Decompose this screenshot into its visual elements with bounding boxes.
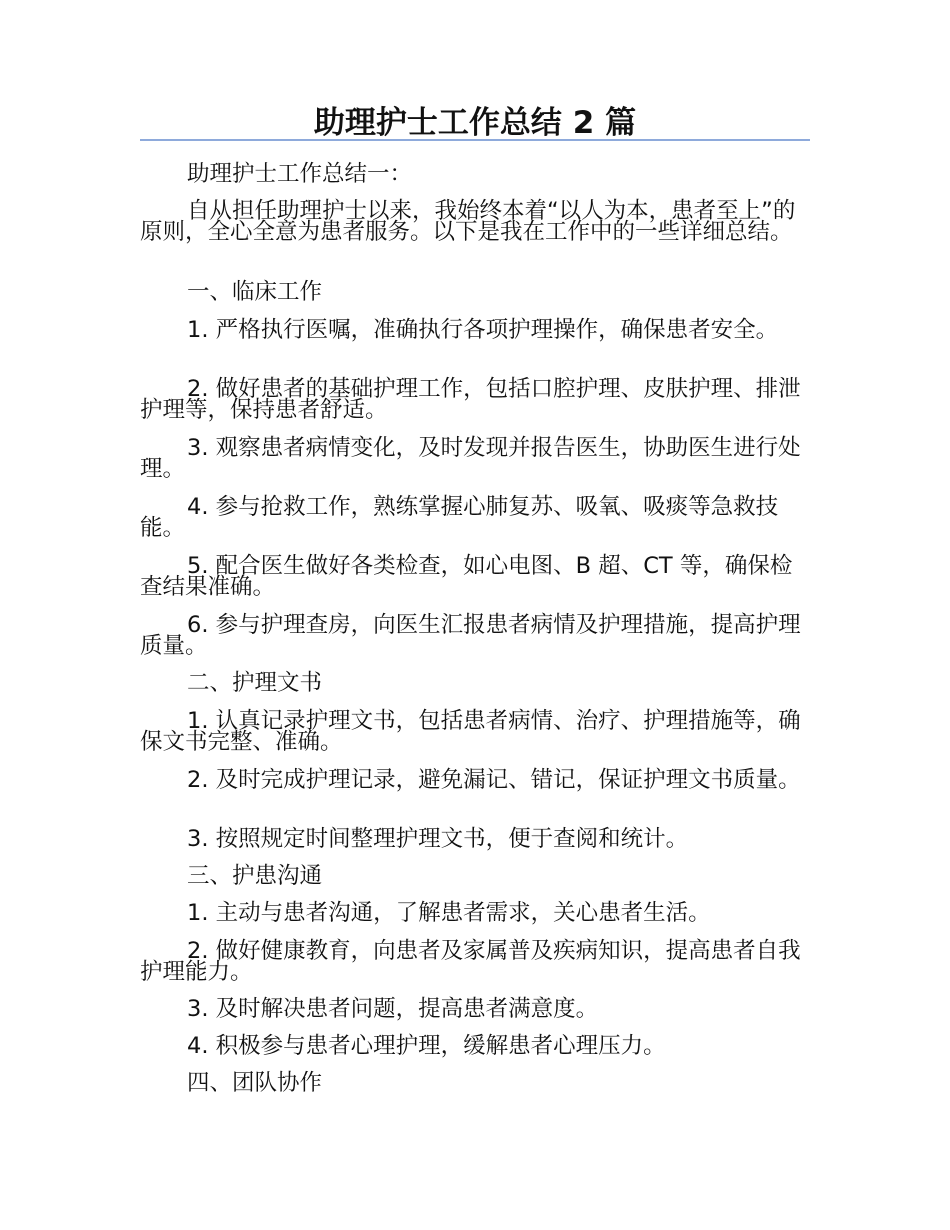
section-heading: 三、护患沟通 (187, 863, 323, 889)
list-item: 2. 及时完成护理记录，避免漏记、错记，保证护理文书质量。 (187, 767, 801, 793)
list-item: 1. 主动与患者沟通，了解患者需求，关心患者生活。 (187, 900, 711, 926)
list-item: 1. 认真记录护理文书，包括患者病情、治疗、护理措施等，确保文书完整、准确。 (140, 708, 801, 755)
list-item: 1. 严格执行医嘱，准确执行各项护理操作，确保患者安全。 (187, 317, 779, 343)
intro-heading: 助理护士工作总结一： (187, 161, 413, 187)
list-item: 3. 及时解决患者问题，提高患者满意度。 (187, 996, 599, 1022)
intro-paragraph: 自从担任助理护士以来，我始终本着“以人为本，患者至上”的原则，全心全意为患者服务。以下是我在工作中的一些详细总结。 (140, 198, 796, 245)
list-item: 6. 参与护理查房，向医生汇报患者病情及护理措施，提高护理质量。 (140, 612, 801, 659)
list-item: 3. 观察患者病情变化，及时发现并报告医生，协助医生进行处理。 (140, 435, 801, 482)
list-item: 3. 按照规定时间整理护理文书，便于查阅和统计。 (187, 826, 689, 852)
section-heading: 一、临床工作 (187, 279, 323, 305)
list-item: 5. 配合医生做好各类检查，如心电图、B 超、CT 等，确保检查结果准确。 (140, 553, 793, 600)
section-heading: 四、团队协作 (187, 1070, 323, 1096)
list-item: 4. 积极参与患者心理护理，缓解患者心理压力。 (187, 1033, 666, 1059)
document-title: 助理护士工作总结 2 篇 (313, 105, 637, 141)
list-item: 4. 参与抢救工作，熟练掌握心肺复苏、吸氧、吸痰等急救技能。 (140, 494, 779, 541)
section-heading: 二、护理文书 (187, 670, 323, 696)
list-item: 2. 做好患者的基础护理工作，包括口腔护理、皮肤护理、排泄护理等，保持患者舒适。 (140, 376, 801, 423)
title-underline (140, 139, 810, 141)
list-item: 2. 做好健康教育，向患者及家属普及疾病知识，提高患者自我护理能力。 (140, 938, 801, 985)
